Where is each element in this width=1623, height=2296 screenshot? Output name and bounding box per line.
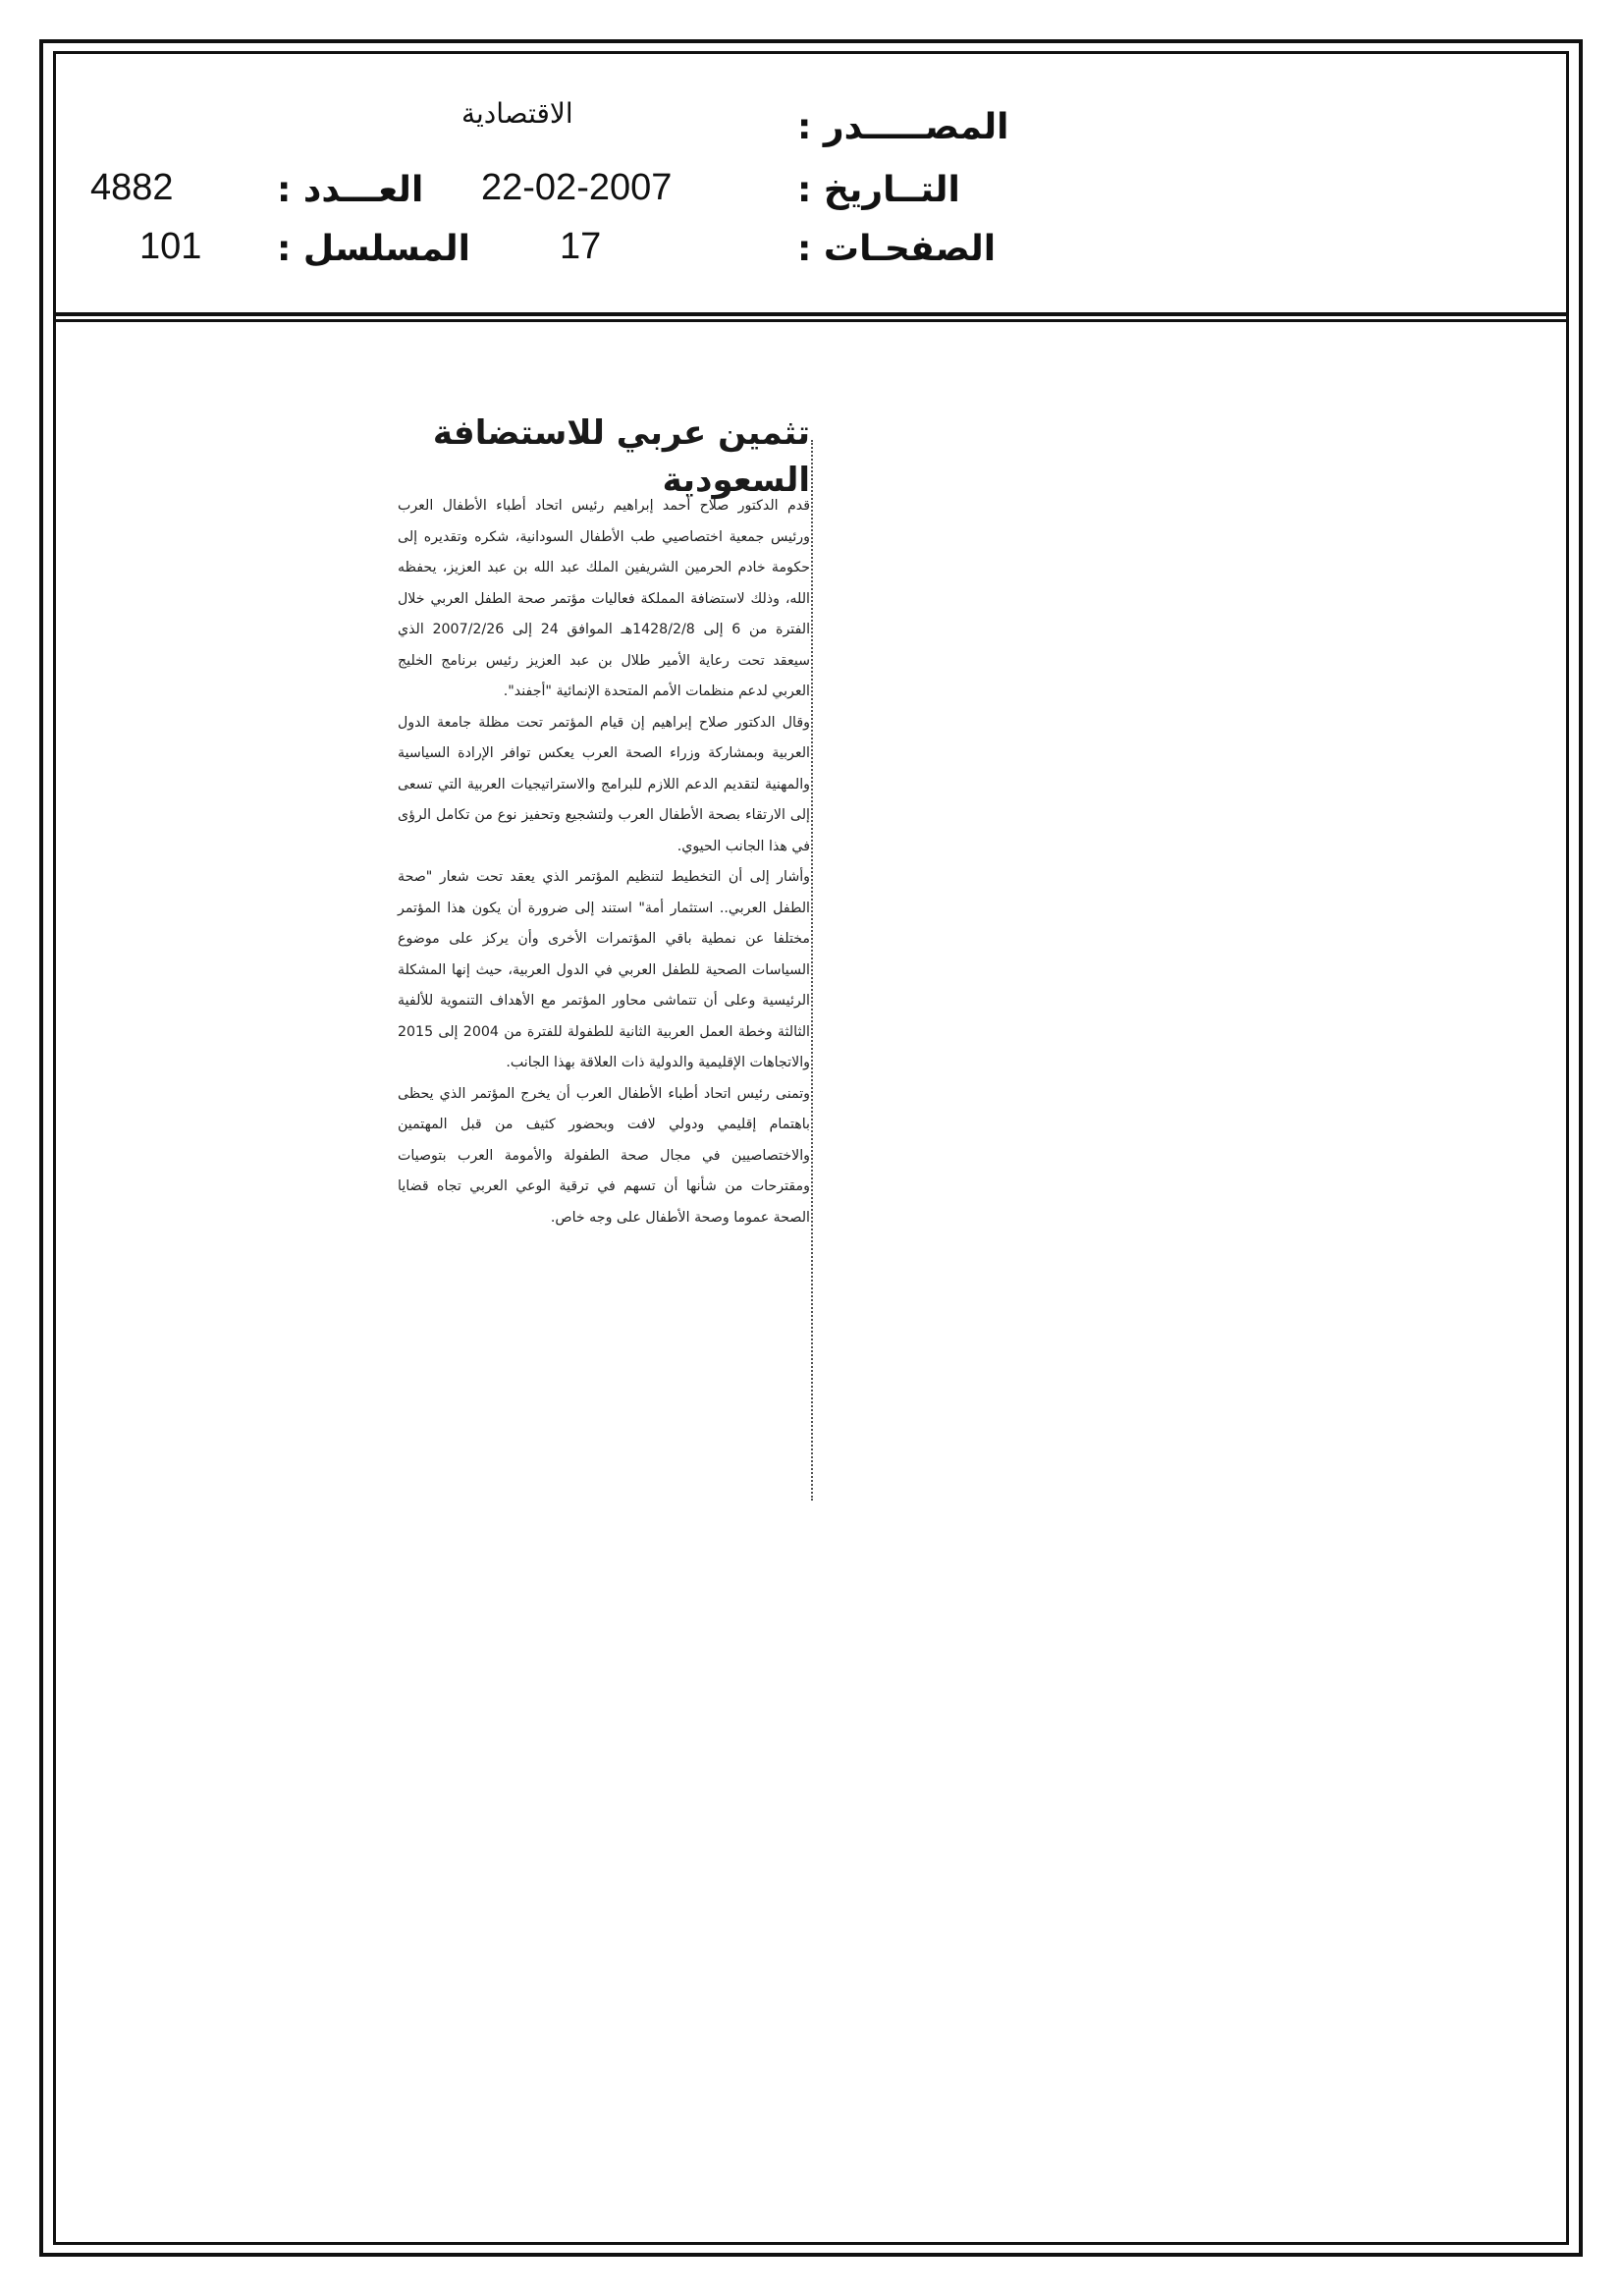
- pages-label: الصفحـات :: [797, 229, 997, 269]
- issue-value: 4882: [90, 167, 174, 208]
- source-label: المصـــــدر :: [797, 107, 1009, 147]
- pages-value: 17: [560, 226, 602, 267]
- clipping-column-rule: [811, 440, 813, 1501]
- article-paragraph-4: وتمنى رئيس اتحاد أطباء الأطفال العرب أن يخرج المؤتمر الذي يحظى باهتمام إقليمي ودولي لافت وبحضور كثيف من قبل المهتمين والاختصاصيين في مجال صحة الطفولة والأمومة العرب بتوصيات ومقترحات من شأنها أن تسهم في ترقية الوعي العربي تجاه قضايا الصحة عموما وصحة الأطفال على وجه خاص.: [398, 1085, 810, 1226]
- date-value: 22-02-2007: [481, 167, 673, 208]
- article-headline: تثمين عربي للاستضافة السعودية: [432, 413, 810, 500]
- source-value: الاقتصادية: [461, 97, 573, 130]
- date-label: التــاريخ :: [797, 170, 960, 210]
- header-divider: [53, 312, 1569, 322]
- newspaper-clipping: [378, 410, 810, 1501]
- article-body: [398, 491, 810, 1233]
- serial-value: 101: [139, 226, 202, 267]
- article-paragraph-3: وأشار إلى أن التخطيط لتنظيم المؤتمر الذي يعقد تحت شعار "صحة الطفل العربي.. استثمار أمة" استند إلى ضرورة أن يكون هذا المؤتمر مختلفا عن نمطية باقي المؤتمرات الأخرى وأن يركز على موضوع السياسات الصحية للطفل العربي في الدول العربية، حيث إنها المشكلة الرئيسية وعلى أن تتماشى محاور المؤتمر مع الأهداف التنموية للألفية الثالثة وخطة العمل العربية الثانية للطفولة للفترة من 2004 إلى 2015 والاتجاهات الإقليمية والدولية ذات العلاقة بهذا الجانب.: [398, 869, 810, 1070]
- article-paragraph-1: قدم الدكتور صلاح أحمد إبراهيم رئيس اتحاد أطباء الأطفال العرب ورئيس جمعية اختصاصيي طب الأطفال السودانية، شكره وتقديره إلى حكومة خادم الحرمين الشريفين الملك عبد الله بن عبد العزيز، يحفظه الله، وذلك لاستضافة المملكة فعاليات مؤتمر صحة الطفل العربي خلال الفترة من 6 إلى 1428/2/8هـ الموافق 24 إلى 2007/2/26 الذي سيعقد تحت رعاية الأمير طلال بن عبد العزيز رئيس برنامج الخليج العربي لدعم منظمات الأمم المتحدة الإنمائية "أجفند".: [398, 498, 811, 699]
- serial-label: المسلسل :: [277, 229, 471, 269]
- issue-label: العـــدد :: [277, 170, 424, 210]
- article-paragraph-2: وقال الدكتور صلاح إبراهيم إن قيام المؤتمر تحت مظلة جامعة الدول العربية وبمشاركة وزراء الصحة العرب يعكس توافر الإرادة السياسية والمهنية لتقديم الدعم اللازم للبرامج والاستراتيجيات العربية التي تسعى إلى الارتقاء بصحة الأطفال العرب ولتشجيع وتحفيز نوع من تكامل الرؤى في هذا الجانب الحيوي.: [398, 714, 810, 854]
